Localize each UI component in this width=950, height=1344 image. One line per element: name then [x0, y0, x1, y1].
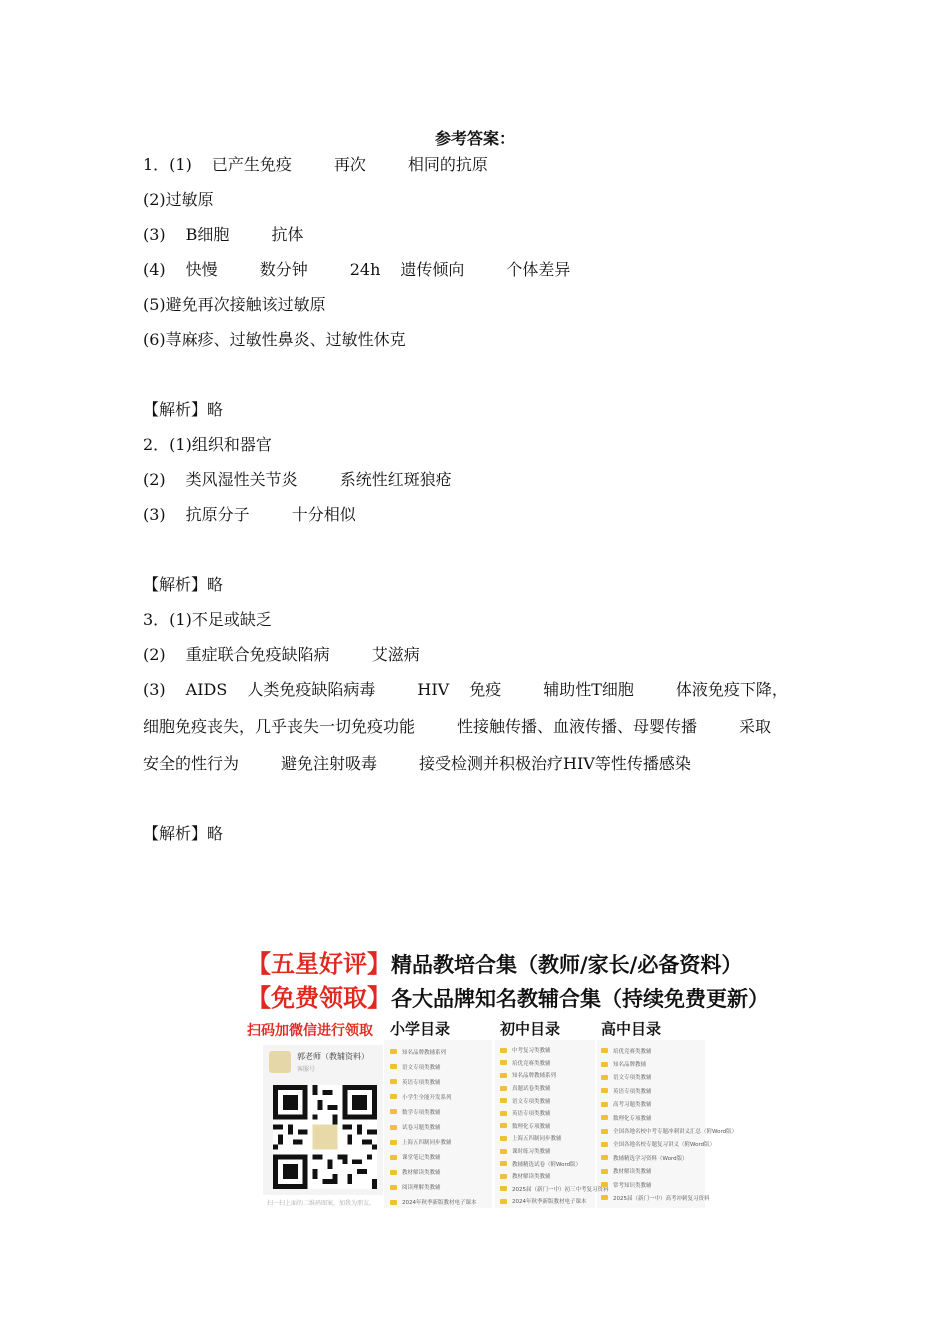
- qr-caption: 扫一扫上面的二维码图案，加我为朋友。: [267, 1200, 376, 1207]
- folder-label: 英语专项类教辅: [613, 1088, 652, 1095]
- folder-icon: [500, 1111, 507, 1116]
- folder-icon: [601, 1142, 608, 1147]
- folder-item[interactable]: [390, 1074, 495, 1089]
- folder-item[interactable]: [601, 1084, 706, 1097]
- folder-label: 高考习题类教辅: [613, 1102, 652, 1109]
- folder-icon: [500, 1098, 507, 1103]
- column-middle: [500, 1018, 609, 1206]
- folder-label: 2025届（新门一中）初三中考复习资料: [512, 1186, 609, 1193]
- folder-label: 常考知识类教辅: [613, 1182, 652, 1189]
- answer-3-3: (3) AIDS 人类免疫缺陷病毒 HIV 免疫 辅助性T细胞 体液免疫下降，: [143, 680, 788, 699]
- promo-line-2: 【免费领取】各大品牌知名教辅合集（持续免费更新）: [247, 984, 769, 1012]
- folder-item[interactable]: [390, 1044, 495, 1059]
- folder-icon: [601, 1155, 608, 1160]
- folder-icon: [390, 1049, 397, 1054]
- folder-label: 教材解读类教辅: [402, 1170, 441, 1177]
- folder-label: 真题试卷类教辅: [512, 1086, 551, 1093]
- folder-icon: [500, 1086, 507, 1091]
- folder-label: 小学生全能开发系列: [402, 1094, 452, 1101]
- folder-item[interactable]: [500, 1157, 605, 1170]
- folder-label: 知名品牌教辅: [613, 1062, 647, 1069]
- answer-3-2: (2) 重症联合免疫缺陷病 艾滋病: [143, 645, 420, 664]
- folder-item[interactable]: [390, 1195, 495, 1210]
- folder-item[interactable]: [601, 1138, 716, 1151]
- folder-item[interactable]: [390, 1089, 495, 1104]
- folder-label: 中考复习类教辅: [512, 1048, 551, 1055]
- folder-label: 2024年秋季新版教材电子课本: [512, 1199, 587, 1206]
- answer-1-5: (5)避免再次接触该过敏原: [143, 295, 326, 314]
- analysis-2: 【解析】略: [143, 575, 224, 594]
- folder-icon: [500, 1199, 507, 1204]
- folder-label: 语文专项类教辅: [402, 1064, 441, 1071]
- answer-3-3-cont2: 安全的性行为 避免注射吸毒 接受检测并积极治疗HIV等性传播感染: [143, 754, 691, 773]
- folder-icon: [601, 1075, 608, 1080]
- folder-label: 课堂笔记类教辅: [402, 1155, 441, 1162]
- column-high-list: [601, 1044, 738, 1205]
- folder-item[interactable]: [601, 1098, 706, 1111]
- page-title: 参考答案：: [434, 129, 515, 148]
- folder-item[interactable]: [500, 1195, 605, 1208]
- folder-item[interactable]: [601, 1071, 706, 1084]
- folder-icon: [390, 1079, 397, 1084]
- scan-instruction: 扫码加微信进行领取: [247, 1023, 373, 1039]
- folder-icon: [601, 1169, 608, 1174]
- folder-icon: [390, 1170, 397, 1175]
- analysis-1: 【解析】略: [143, 400, 224, 419]
- folder-item[interactable]: [500, 1069, 605, 1082]
- folder-icon: [601, 1102, 608, 1107]
- answer-3-3-cont: 细胞免疫丧失，几乎丧失一切免疫功能 性接触传播、血液传播、母婴传播 采取: [143, 717, 772, 736]
- folder-item[interactable]: [390, 1150, 495, 1165]
- folder-icon: [390, 1125, 397, 1130]
- folder-icon: [390, 1200, 397, 1205]
- folder-icon: [500, 1161, 507, 1166]
- folder-item[interactable]: [500, 1107, 605, 1120]
- folder-icon: [390, 1185, 397, 1190]
- folder-icon: [601, 1195, 608, 1200]
- column-primary-list: [390, 1044, 495, 1210]
- folder-item[interactable]: [390, 1135, 495, 1150]
- folder-label: 上海五四制同步教辅: [512, 1136, 562, 1143]
- folder-label: 2024年秋季新版教材电子课本: [402, 1200, 477, 1207]
- folder-label: 阅读理解类教辅: [402, 1185, 441, 1192]
- avatar: [269, 1051, 291, 1073]
- folder-item[interactable]: [601, 1191, 710, 1204]
- folder-label: 全国各地名校中考专题冲刺讲义汇总（附Word版）: [613, 1129, 738, 1136]
- folder-icon: [500, 1136, 507, 1141]
- wechat-card[interactable]: [263, 1045, 383, 1195]
- folder-item[interactable]: [601, 1151, 706, 1164]
- folder-item[interactable]: [390, 1180, 495, 1195]
- folder-item[interactable]: [500, 1132, 605, 1145]
- folder-label: 知名品牌教辅系列: [402, 1049, 447, 1056]
- folder-item[interactable]: [601, 1111, 706, 1124]
- answer-1-1: 1．(1) 已产生免疫 再次 相同的抗原: [143, 155, 488, 174]
- column-middle-list: [500, 1044, 609, 1208]
- folder-icon: [390, 1155, 397, 1160]
- folder-icon: [390, 1094, 397, 1099]
- folder-label: 教辅精选学习资料（Word版）: [613, 1155, 688, 1162]
- column-primary: [390, 1018, 477, 1207]
- folder-icon: [601, 1115, 608, 1120]
- card-sub: 客服号: [297, 1066, 316, 1073]
- answer-1-4: (4) 快慢 数分钟 24h 遗传倾向 个体差异: [143, 260, 571, 279]
- folder-label: 培优竞赛类教辅: [613, 1048, 652, 1055]
- folder-label: 教辅精选试卷（附Word版）: [512, 1161, 582, 1168]
- folder-item[interactable]: [500, 1094, 605, 1107]
- column-high-title: 高中目录: [601, 1020, 662, 1038]
- folder-item[interactable]: [500, 1183, 609, 1196]
- folder-icon: [500, 1123, 507, 1128]
- folder-item[interactable]: [601, 1178, 706, 1191]
- folder-icon: [500, 1048, 507, 1053]
- card-name: 郭老师（教辅资料）: [297, 1052, 369, 1061]
- answer-1-6: (6)荨麻疹、过敏性鼻炎、过敏性休克: [143, 330, 406, 349]
- folder-label: 知名品牌教辅系列: [512, 1073, 557, 1080]
- folder-icon: [500, 1149, 507, 1154]
- answer-1-3: (3) B细胞 抗体: [143, 225, 304, 244]
- folder-item[interactable]: [390, 1119, 495, 1134]
- folder-label: 全国各地名校专题复习讲义（附Word版）: [613, 1142, 716, 1149]
- folder-item[interactable]: [601, 1124, 738, 1137]
- folder-label: 语文专项类教辅: [512, 1098, 551, 1105]
- answer-2-3: (3) 抗原分子 十分相似: [143, 505, 356, 524]
- folder-icon: [390, 1109, 397, 1114]
- folder-item[interactable]: [390, 1165, 495, 1180]
- folder-icon: [601, 1182, 608, 1187]
- folder-icon: [500, 1174, 507, 1179]
- folder-label: 英语专项类教辅: [512, 1111, 551, 1118]
- folder-label: 语文专项类教辅: [613, 1075, 652, 1082]
- folder-label: 试卷习题类教辅: [402, 1125, 441, 1132]
- folder-icon: [601, 1088, 608, 1093]
- answer-2-2: (2) 类风湿性关节炎 系统性红斑狼疮: [143, 470, 452, 489]
- folder-icon: [500, 1073, 507, 1078]
- answer-2-1: 2．(1)组织和器官: [143, 435, 272, 454]
- promo-line-1: 【五星好评】精品教培合集（教师/家长/必备资料）: [247, 950, 743, 978]
- folder-item[interactable]: [500, 1044, 605, 1057]
- folder-item[interactable]: [500, 1057, 605, 1070]
- folder-icon: [601, 1129, 608, 1134]
- column-middle-title: 初中目录: [500, 1020, 561, 1038]
- folder-label: 教材解读类教辅: [512, 1174, 551, 1181]
- folder-item[interactable]: [601, 1165, 706, 1178]
- answer-3-1: 3．(1)不足或缺乏: [143, 610, 272, 629]
- promo-banner[interactable]: [247, 940, 769, 1208]
- folder-icon: [390, 1064, 397, 1069]
- folder-icon: [390, 1140, 397, 1145]
- column-high: [601, 1018, 738, 1202]
- folder-icon: [500, 1186, 507, 1191]
- answer-1-2: (2)过敏原: [143, 190, 214, 209]
- folder-item[interactable]: [601, 1044, 706, 1057]
- folder-label: 教材解读类教辅: [613, 1169, 652, 1176]
- folder-label: 数学专项类教辅: [402, 1109, 441, 1116]
- folder-item[interactable]: [500, 1120, 605, 1133]
- folder-label: 数理化专项教辅: [613, 1115, 652, 1122]
- folder-label: 英语专项类教辅: [402, 1079, 441, 1086]
- folder-icon: [500, 1060, 507, 1065]
- folder-label: 上海五四制同步教辅: [402, 1140, 452, 1147]
- folder-item[interactable]: [390, 1104, 495, 1119]
- folder-icon: [601, 1048, 608, 1053]
- analysis-3: 【解析】略: [143, 824, 224, 843]
- column-primary-title: 小学目录: [390, 1020, 451, 1038]
- folder-item[interactable]: [500, 1145, 605, 1158]
- folder-label: 课时练习类教辅: [512, 1149, 551, 1156]
- folder-item[interactable]: [390, 1059, 495, 1074]
- folder-item[interactable]: [601, 1057, 706, 1070]
- qr-code-icon: [273, 1085, 377, 1189]
- folder-item[interactable]: [500, 1082, 605, 1095]
- folder-label: 2025届（新门一中）高考冲刺复习资料: [613, 1195, 710, 1202]
- folder-label: 数理化专项教辅: [512, 1123, 551, 1130]
- folder-label: 培优竞赛类教辅: [512, 1060, 551, 1067]
- folder-icon: [601, 1062, 608, 1067]
- folder-item[interactable]: [500, 1170, 605, 1183]
